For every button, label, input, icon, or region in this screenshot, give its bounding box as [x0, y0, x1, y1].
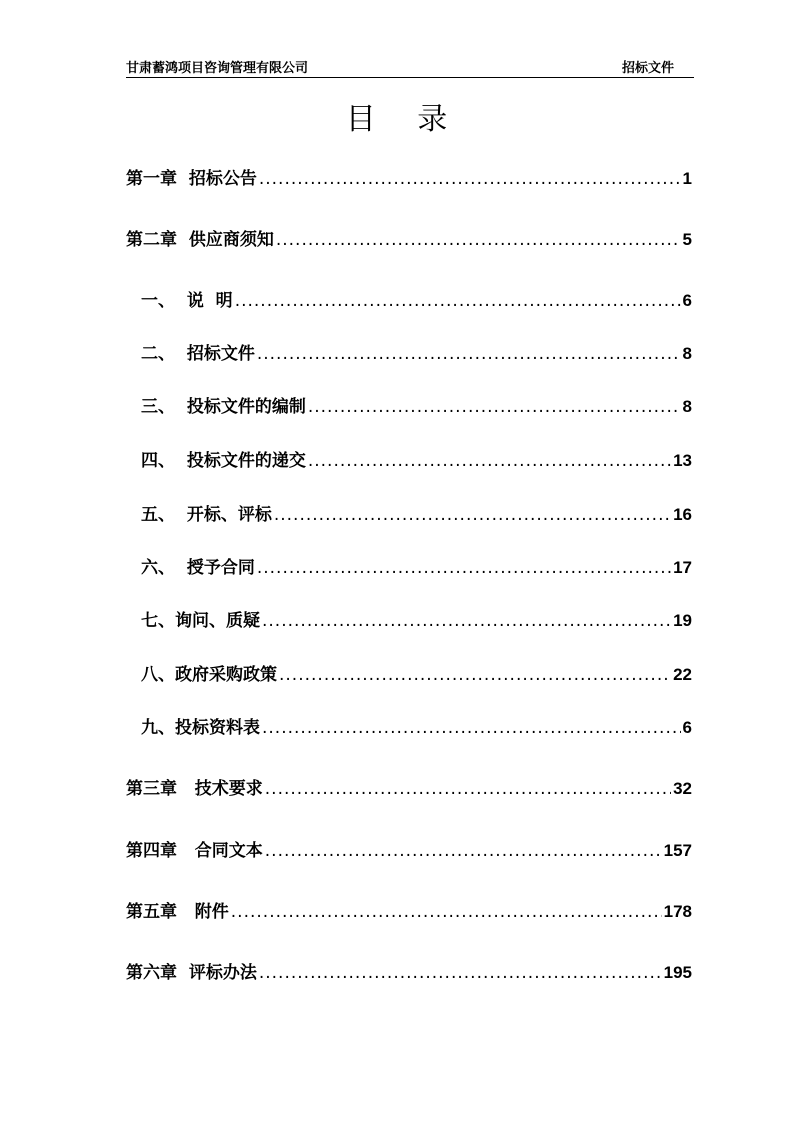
- header-company-name: 甘肃蓄鸿项目咨询管理有限公司: [126, 61, 309, 76]
- toc-label: 九、投标资料表: [141, 718, 260, 738]
- toc-entry-section-4[interactable]: [141, 449, 692, 473]
- toc-page-number: 22: [673, 665, 692, 684]
- toc-dot-leader: [279, 663, 671, 687]
- toc-label: 一、 说 明: [141, 291, 233, 311]
- toc-page-number: 6: [682, 718, 692, 737]
- toc-label: 第六章 评标办法: [126, 963, 257, 983]
- toc-entry-section-3[interactable]: [141, 395, 692, 419]
- toc-dot-leader: [262, 609, 671, 633]
- toc-dot-leader: [274, 503, 671, 527]
- toc-label: 第三章 技术要求: [126, 779, 263, 799]
- toc-page-number: 16: [673, 505, 692, 524]
- toc-dot-leader: [235, 289, 681, 313]
- toc-page-number: 5: [682, 230, 692, 249]
- toc-label: 六、 授予合同: [141, 558, 255, 578]
- toc-dot-leader: [265, 777, 671, 801]
- toc-entry-chapter-5[interactable]: [126, 900, 692, 924]
- toc-entry-chapter-4[interactable]: [126, 839, 692, 863]
- toc-page-number: 17: [673, 558, 692, 577]
- toc-entry-section-6[interactable]: [141, 556, 692, 580]
- toc-entry-chapter-1[interactable]: [126, 167, 692, 191]
- toc-page-number: 13: [673, 451, 692, 470]
- toc-dot-leader: [276, 228, 681, 252]
- toc-entry-chapter-3[interactable]: [126, 777, 692, 801]
- toc-dot-leader: [308, 395, 681, 419]
- page-title: 目 录: [345, 102, 464, 137]
- toc-page-number: 8: [682, 397, 692, 416]
- toc-label: 三、 投标文件的编制: [141, 397, 306, 417]
- toc-label: 第二章 供应商须知: [126, 230, 274, 250]
- toc-page-number: 1: [682, 169, 692, 188]
- toc-entry-chapter-6[interactable]: [126, 961, 692, 985]
- toc-page-number: 195: [663, 963, 692, 982]
- toc-entry-section-7[interactable]: [141, 609, 692, 633]
- toc-dot-leader: [262, 716, 681, 740]
- toc-page-number: 178: [663, 902, 692, 921]
- toc-dot-leader: [308, 449, 671, 473]
- toc-dot-leader: [257, 556, 671, 580]
- toc-page-number: 19: [673, 611, 692, 630]
- toc-page-number: 6: [682, 291, 692, 310]
- toc-entry-chapter-2[interactable]: [126, 228, 692, 252]
- toc-label: 七、询问、质疑: [141, 611, 260, 631]
- header-document-type: 招标文件: [621, 61, 674, 76]
- toc-entry-section-1[interactable]: [141, 289, 692, 313]
- toc-label: 八、政府采购政策: [141, 665, 277, 685]
- toc-label: 第一章 招标公告: [126, 169, 257, 189]
- page-header: [126, 55, 694, 78]
- toc-label: 五、 开标、评标: [141, 505, 272, 525]
- toc-entry-section-5[interactable]: [141, 503, 692, 527]
- toc-page-number: 8: [682, 344, 692, 363]
- toc-page-number: 157: [663, 841, 692, 860]
- toc-label: 二、 招标文件: [141, 344, 255, 364]
- toc-entry-section-2[interactable]: [141, 342, 692, 366]
- toc-dot-leader: [257, 342, 681, 366]
- toc-entry-section-9[interactable]: [141, 716, 692, 740]
- toc-dot-leader: [259, 167, 681, 191]
- toc-dot-leader: [231, 900, 662, 924]
- toc-page-number: 32: [673, 779, 692, 798]
- toc-entry-section-8[interactable]: [141, 663, 692, 687]
- toc-dot-leader: [265, 839, 662, 863]
- toc-dot-leader: [259, 961, 662, 985]
- toc-label: 第五章 附件: [126, 902, 229, 922]
- toc-label: 第四章 合同文本: [126, 841, 263, 861]
- toc-label: 四、 投标文件的递交: [141, 451, 306, 471]
